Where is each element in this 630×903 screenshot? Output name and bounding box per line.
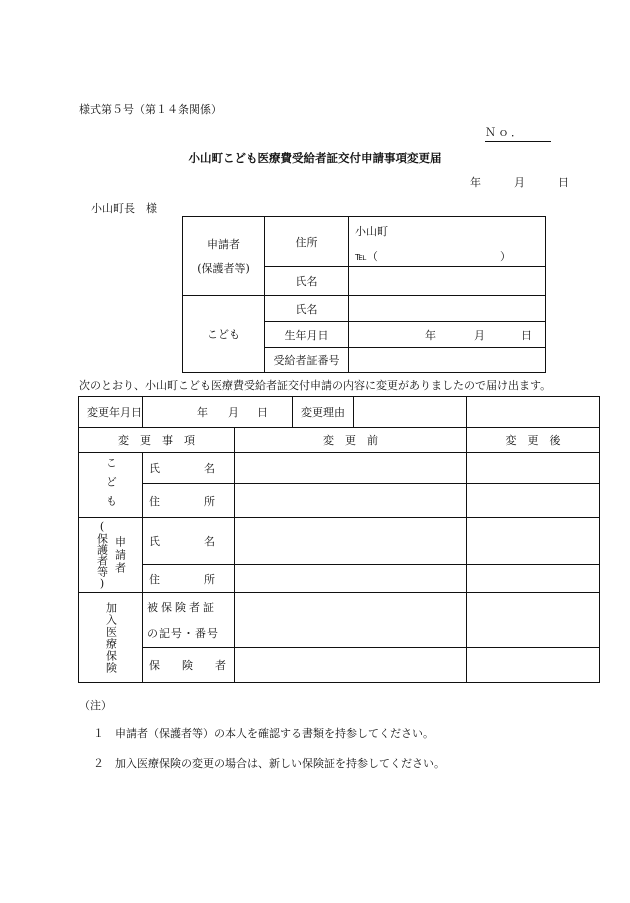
document-number-field[interactable]: Ｎｏ． <box>485 124 551 142</box>
change-date-label: 変更年月日 <box>79 397 143 428</box>
tel-field[interactable] <box>355 248 545 264</box>
child-name-item <box>143 453 235 484</box>
insurer-before[interactable] <box>235 648 467 683</box>
applicant-name-before[interactable] <box>235 518 467 565</box>
tel-close: ） <box>500 250 511 263</box>
applicant-label: 申請者 <box>207 238 240 251</box>
applicant-name-item <box>143 518 235 565</box>
birth-year-label: 年 <box>425 328 436 342</box>
cert-number-label: 受給者証番号 <box>265 348 349 373</box>
guardian-label: (保護者等) <box>197 262 250 275</box>
insurer-item <box>143 648 235 683</box>
address-label: 住所 <box>265 217 349 267</box>
change-month-label: 月 <box>228 406 239 419</box>
birthdate-label: 生年月日 <box>265 322 349 348</box>
change-reason-input-ext[interactable] <box>467 397 600 428</box>
child-group-label: こども <box>104 456 118 514</box>
change-reason-input[interactable] <box>354 397 466 427</box>
applicant-group-sub: (保護者等) <box>95 520 109 590</box>
applicant-address-after[interactable] <box>467 565 600 593</box>
applicant-address-item-label: 住 所 <box>149 572 215 586</box>
child-group-cell <box>79 453 143 518</box>
applicant-address-item <box>143 565 235 593</box>
notice-text: 次のとおり、小山町こども医療費受給者証交付申請の内容に変更がありましたので届け出ます。 <box>79 379 552 392</box>
address-input[interactable] <box>349 217 546 267</box>
child-name-before[interactable] <box>235 453 467 484</box>
applicant-name-label: 氏名 <box>265 267 349 296</box>
applicant-name-item-label: 氏 名 <box>149 535 215 548</box>
applicant-label-cell <box>183 217 265 296</box>
child-name-input[interactable] <box>349 296 546 322</box>
note-1: １ 申請者（保護者等）の本人を確認する書類を持参してください。 <box>93 727 434 740</box>
applicant-name-after[interactable] <box>467 518 600 565</box>
col-header-items: 変 更 事 項 <box>79 428 235 453</box>
cert-number-input[interactable] <box>349 348 546 373</box>
insurance-cert-before[interactable] <box>235 593 467 648</box>
form-number: 様式第５号（第１４条関係） <box>79 103 222 116</box>
insurance-cert-after[interactable] <box>467 593 600 648</box>
notes-heading: （注） <box>79 699 112 712</box>
birth-day-label: 日 <box>521 328 532 342</box>
col-header-after: 変 更 後 <box>467 428 600 453</box>
child-address-after[interactable] <box>467 484 600 518</box>
submission-date[interactable] <box>470 174 569 190</box>
child-address-before[interactable] <box>235 484 467 518</box>
applicant-name-input[interactable] <box>349 267 546 296</box>
child-name-item-label: 氏 名 <box>149 462 215 475</box>
insurer-after[interactable] <box>467 648 600 683</box>
date-day-label: 日 <box>558 176 569 189</box>
address-prefix: 小山町 <box>355 225 388 238</box>
applicant-group-label: 申請者 <box>113 535 127 575</box>
insurance-group-cell <box>79 593 143 683</box>
col-header-before: 変 更 前 <box>235 428 467 453</box>
birthdate-input[interactable] <box>349 322 546 348</box>
applicant-address-before[interactable] <box>235 565 467 593</box>
change-year-label: 年 <box>197 406 208 419</box>
change-reason-cell[interactable] <box>293 397 467 428</box>
child-name-label: 氏名 <box>265 296 349 322</box>
change-table <box>78 396 600 683</box>
birth-month-label: 月 <box>474 328 485 342</box>
insurance-group-label: 加入医療保険 <box>104 601 118 674</box>
insurance-cert-item <box>143 593 235 648</box>
child-address-item <box>143 484 235 518</box>
addressee: 小山町長 様 <box>91 202 157 215</box>
document-title: 小山町こども医療費受給者証交付申請事項変更届 <box>188 151 442 165</box>
date-year-label: 年 <box>470 176 481 189</box>
insurer-item-label: 保 険 者 <box>149 659 226 672</box>
insurance-cert-label-1: 被保険者証 <box>147 601 217 614</box>
change-reason-label: 変更理由 <box>293 397 354 427</box>
change-date-input[interactable] <box>143 397 293 428</box>
child-address-item-label: 住 所 <box>149 494 215 508</box>
child-name-after[interactable] <box>467 453 600 484</box>
applicant-group-cell <box>79 518 143 593</box>
note-2: ２ 加入医療保険の変更の場合は、新しい保険証を持参してください。 <box>93 757 445 770</box>
tel-label: ℡（ <box>355 250 378 263</box>
applicant-table <box>182 216 546 373</box>
insurance-cert-label-2: の記号・番号 <box>147 627 219 640</box>
change-day-label: 日 <box>257 406 268 419</box>
child-label: こども <box>183 296 265 373</box>
date-month-label: 月 <box>514 176 525 189</box>
